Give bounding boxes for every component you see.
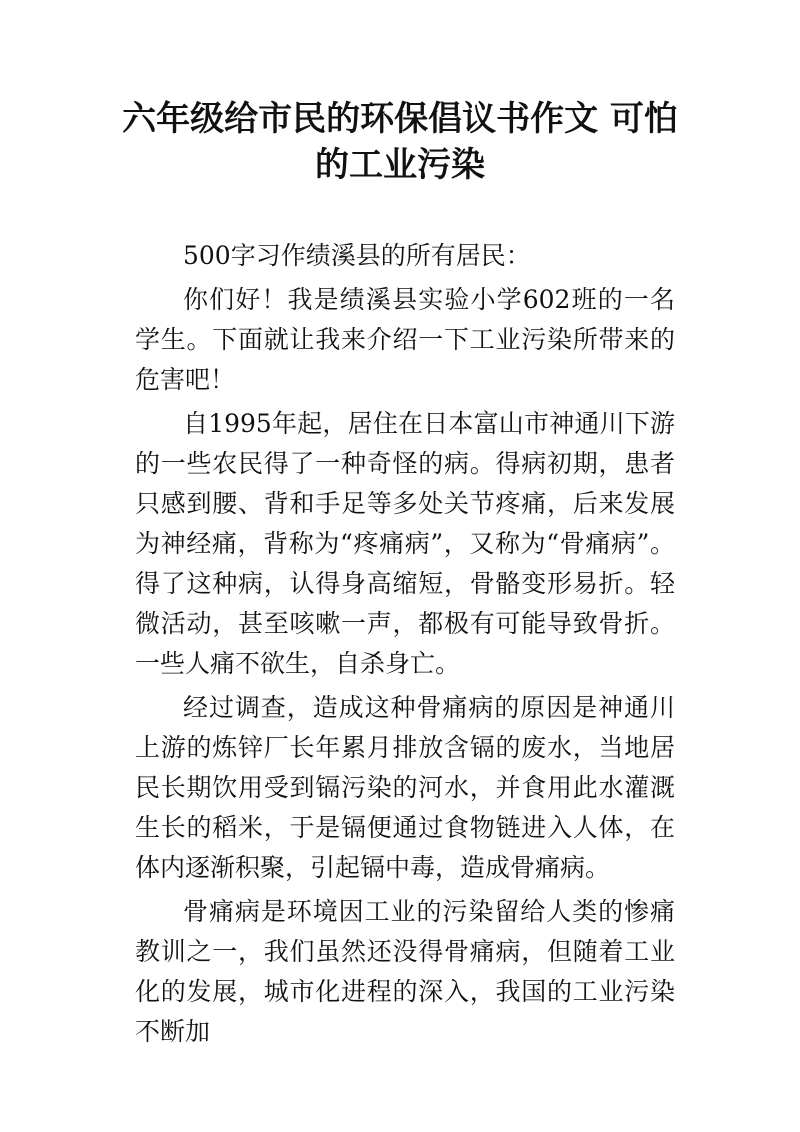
paragraph-greeting: 500字习作绩溪县的所有居民： [183, 241, 531, 270]
paragraph-lesson: 骨痛病是环境因工业的污染留给人类的惨痛教训之一，我们虽然还没得骨痛病，但随着工业化的发展，城市化进程的深入，我国的工业污染不断加 [135, 897, 675, 1046]
paragraph-disease-history: 自1995年起，居住在日本富山市神通川下游的一些农民得了一种奇怪的病。得病初期，患者只感到腰、背和手足等多处关节疼痛，后来发展为神经痛，背称为“疼痛病”，又称为“骨痛病”。得了这种病，认得身高缩短，骨骼变形易折。轻微活动，甚至咳嗽一声，都极有可能导致骨折。一些人痛不欲生，自杀身亡。 [135, 409, 675, 678]
document-title: 六年级给市民的环保倡议书作文 可怕的工业污染 [122, 99, 678, 185]
paragraph-investigation: 经过调查，造成这种骨痛病的原因是神通川上游的炼锌厂长年累月排放含镉的废水，当地居民长期饮用受到镉污染的河水，并食用此水灌溉生长的稻米，于是镉便通过食物链进入人体，在体内逐渐积聚，引起镉中毒，造成骨痛病。 [135, 693, 675, 882]
document-body [135, 236, 675, 1056]
paragraph-intro: 你们好！我是绩溪县实验小学602班的一名学生。下面就让我来介绍一下工业污染所带来的危害吧！ [135, 285, 675, 394]
